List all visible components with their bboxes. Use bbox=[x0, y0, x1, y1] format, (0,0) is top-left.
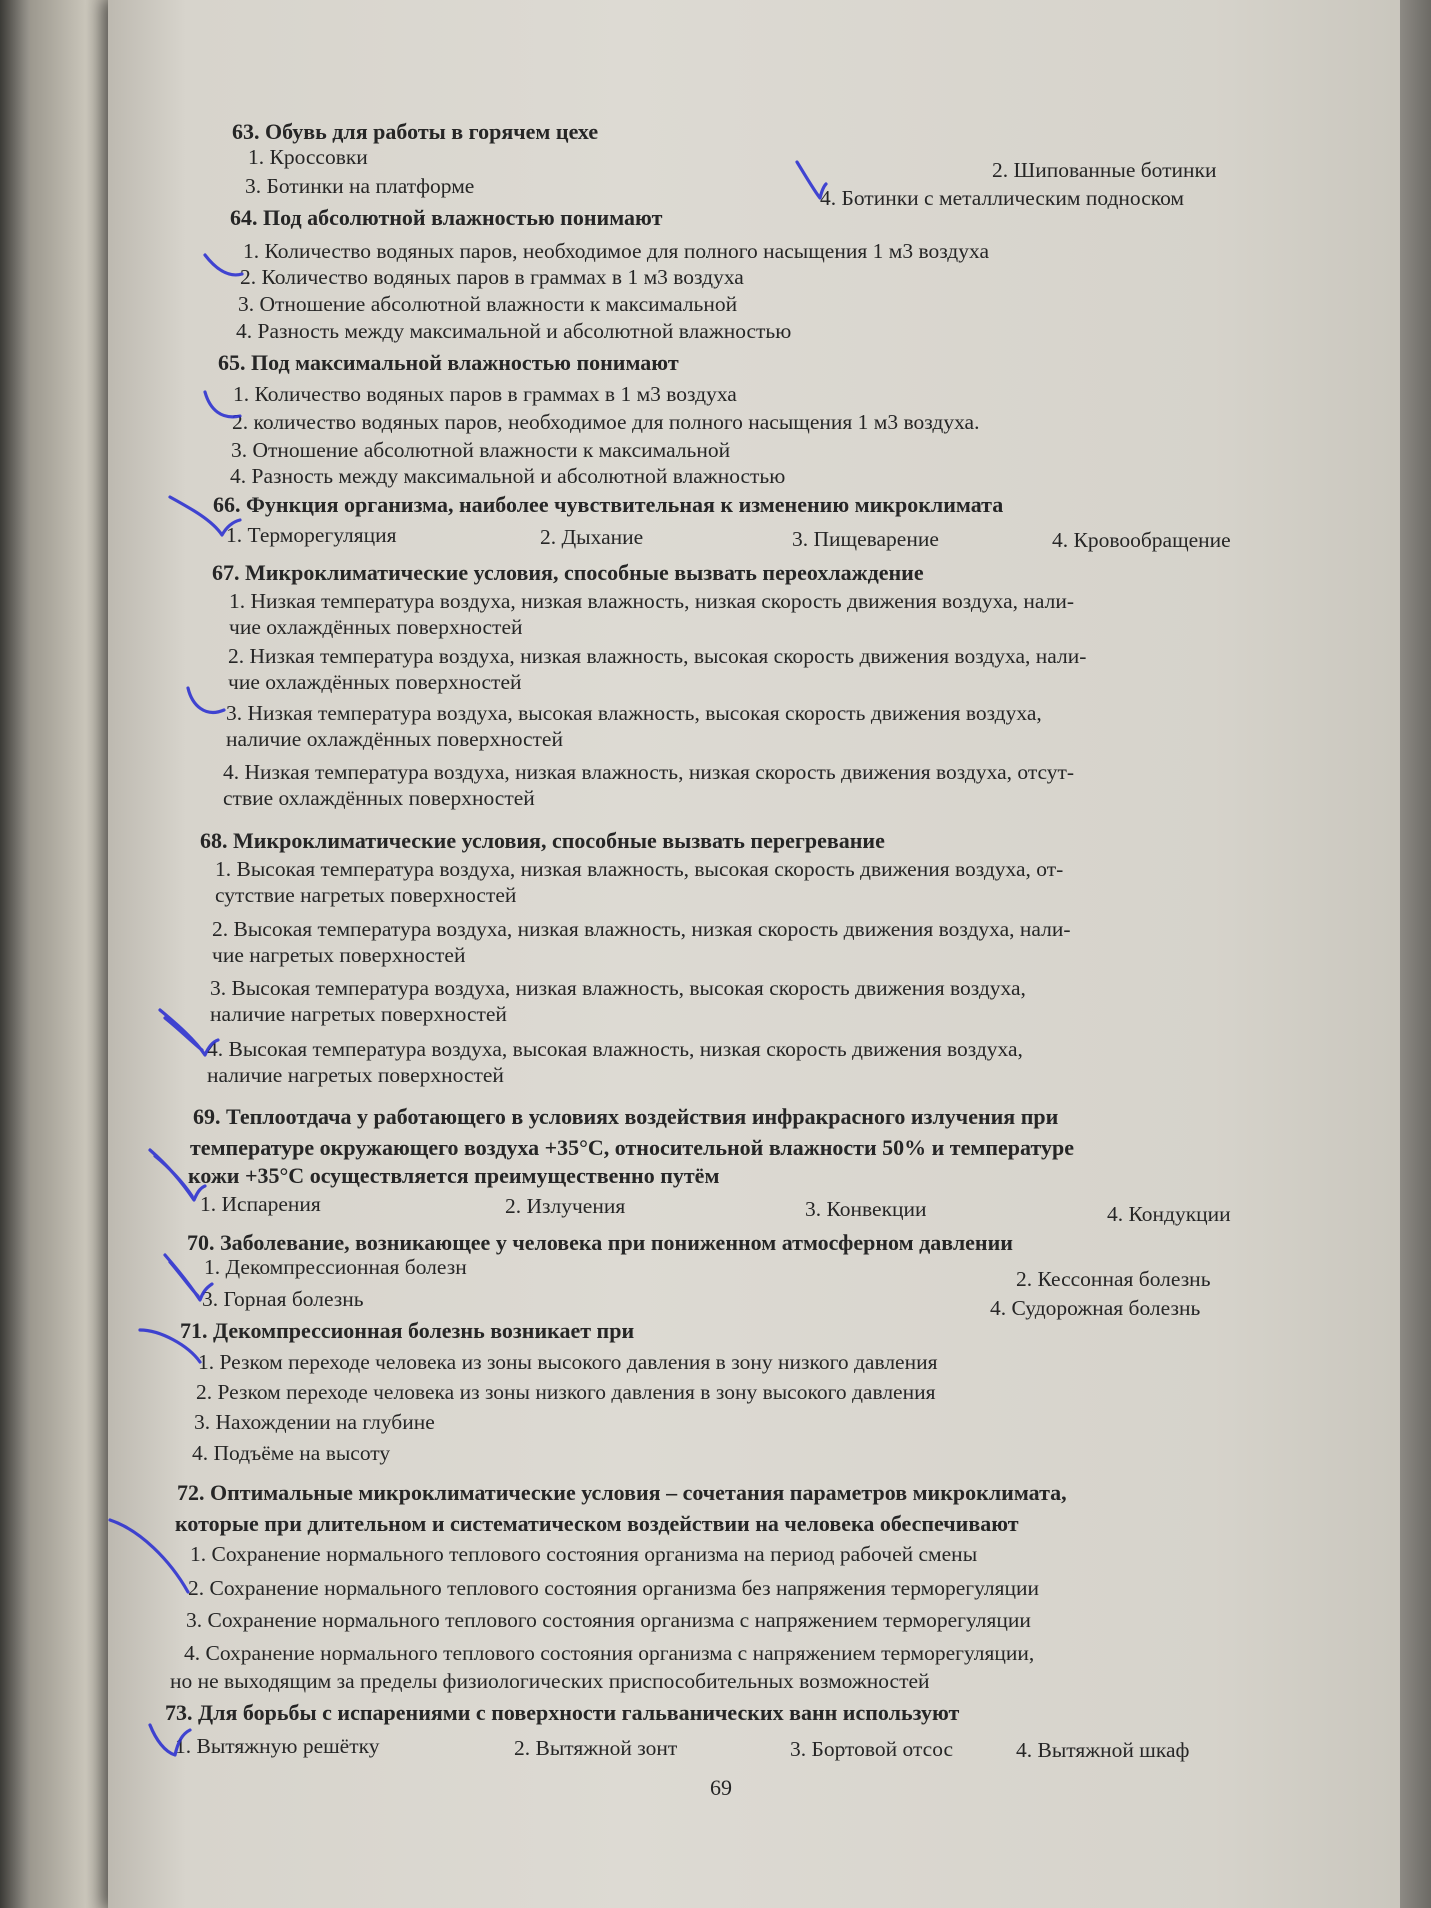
q67-option-1-line-1: 1. Низкая температура воздуха, низкая влажность, низкая скорость движения воздуха, нали- bbox=[229, 589, 1074, 613]
q69-option-2: 2. Излучения bbox=[505, 1194, 626, 1218]
question-73-title: 73. Для борьбы с испарениями с поверхности гальванических ванн используют bbox=[165, 1700, 960, 1725]
q72-option-3: 3. Сохранение нормального теплового состояния организма с напряжением терморегуляции bbox=[186, 1608, 1031, 1632]
question-71-title: 71. Декомпрессионная болезнь возникает при bbox=[180, 1318, 635, 1343]
q73-option-4: 4. Вытяжной шкаф bbox=[1016, 1738, 1190, 1762]
question-66-title: 66. Функция организма, наиболее чувствительная к изменению микроклимата bbox=[213, 492, 1004, 517]
question-68-title: 68. Микроклиматические условия, способные вызвать перегревание bbox=[200, 828, 885, 853]
q69-option-4: 4. Кондукции bbox=[1107, 1202, 1231, 1226]
question-64-title: 64. Под абсолютной влажностью понимают bbox=[230, 205, 663, 230]
q71-option-1: 1. Резком переходе человека из зоны высокого давления в зону низкого давления bbox=[198, 1350, 938, 1374]
question-65-title: 65. Под максимальной влажностью понимают bbox=[218, 350, 679, 375]
q72-option-1: 1. Сохранение нормального теплового состояния организма на период рабочей смены bbox=[190, 1542, 978, 1566]
q67-option-1-line-2: чие охлаждённых поверхностей bbox=[229, 615, 523, 639]
q68-option-3-line-1: 3. Высокая температура воздуха, низкая влажность, высокая скорость движения воздуха, bbox=[210, 976, 1026, 1000]
q71-option-4: 4. Подъёме на высоту bbox=[192, 1441, 391, 1465]
q68-option-1-line-1: 1. Высокая температура воздуха, низкая влажность, высокая скорость движения воздуха, от- bbox=[215, 857, 1064, 881]
q73-option-1: 1. Вытяжную решётку bbox=[175, 1734, 380, 1758]
q64-option-2: 2. Количество водяных паров в граммах в 1 м3 воздуха bbox=[240, 265, 744, 289]
q68-option-2-line-2: чие нагретых поверхностей bbox=[212, 943, 466, 967]
question-63-title: 63. Обувь для работы в горячем цехе bbox=[232, 119, 599, 144]
q65-option-2: 2. количество водяных паров, необходимое для полного насыщения 1 м3 воздуха. bbox=[232, 410, 980, 434]
q66-option-3: 3. Пищеварение bbox=[792, 527, 939, 551]
q71-option-3: 3. Нахождении на глубине bbox=[194, 1410, 435, 1434]
q66-option-4: 4. Кровообращение bbox=[1052, 528, 1231, 552]
q64-option-4: 4. Разность между максимальной и абсолютной влажностью bbox=[236, 319, 792, 343]
q67-option-2-line-2: чие охлаждённых поверхностей bbox=[228, 670, 522, 694]
q68-option-2-line-1: 2. Высокая температура воздуха, низкая влажность, низкая скорость движения воздуха, нали- bbox=[212, 917, 1071, 941]
q69-option-1: 1. Испарения bbox=[200, 1192, 321, 1216]
question-69-title-line-2: температуре окружающего воздуха +35°C, относительной влажности 50% и температуре bbox=[190, 1135, 1074, 1160]
question-72-title-line-2: которые при длительном и систематическом воздействии на человека обеспечивают bbox=[175, 1511, 1019, 1536]
q64-option-1: 1. Количество водяных паров, необходимое для полного насыщения 1 м3 воздуха bbox=[243, 239, 990, 263]
q70-option-2: 2. Кессонная болезнь bbox=[1016, 1267, 1211, 1291]
q68-option-4-line-1: 4. Высокая температура воздуха, высокая влажность, низкая скорость движения воздуха, bbox=[207, 1037, 1023, 1061]
q72-option-2: 2. Сохранение нормального теплового состояния организма без напряжения терморегуляции bbox=[188, 1576, 1040, 1600]
q67-option-2-line-1: 2. Низкая температура воздуха, низкая влажность, высокая скорость движения воздуха, нали- bbox=[228, 644, 1087, 668]
q65-option-4: 4. Разность между максимальной и абсолютной влажностью bbox=[230, 464, 786, 488]
q63-option-1: 1. Кроссовки bbox=[248, 145, 368, 169]
q70-option-3: 3. Горная болезнь bbox=[202, 1287, 364, 1311]
q68-option-4-line-2: наличие нагретых поверхностей bbox=[207, 1063, 504, 1087]
question-72-title-line-1: 72. Оптимальные микроклиматические условия – сочетания параметров микроклимата, bbox=[177, 1480, 1067, 1505]
q68-option-1-line-2: сутствие нагретых поверхностей bbox=[215, 883, 517, 907]
q67-option-3-line-1: 3. Низкая температура воздуха, высокая влажность, высокая скорость движения воздуха, bbox=[226, 701, 1042, 725]
question-67-title: 67. Микроклиматические условия, способные вызвать переохлаждение bbox=[212, 560, 924, 585]
q72-option-4-line-1: 4. Сохранение нормального теплового состояния организма с напряжением терморегуляции, bbox=[184, 1641, 1035, 1665]
q65-option-3: 3. Отношение абсолютной влажности к максимальной bbox=[231, 438, 731, 462]
q71-option-2: 2. Резком переходе человека из зоны низкого давления в зону высокого давления bbox=[196, 1380, 936, 1404]
q67-option-4-line-1: 4. Низкая температура воздуха, низкая влажность, низкая скорость движения воздуха, отсут- bbox=[223, 760, 1075, 784]
q69-option-3: 3. Конвекции bbox=[805, 1197, 927, 1221]
q72-option-4-line-2: но не выходящим за пределы физиологических приспособительных возможностей bbox=[170, 1669, 930, 1693]
q68-option-3-line-2: наличие нагретых поверхностей bbox=[210, 1002, 507, 1026]
q63-option-2: 2. Шипованные ботинки bbox=[992, 158, 1217, 182]
q66-option-2: 2. Дыхание bbox=[540, 525, 644, 549]
q66-option-1: 1. Терморегуляция bbox=[226, 523, 397, 547]
q70-option-1: 1. Декомпрессионная болезн bbox=[204, 1255, 467, 1279]
q70-option-4: 4. Судорожная болезнь bbox=[990, 1296, 1201, 1320]
question-70-title: 70. Заболевание, возникающее у человека при пониженном атмосферном давлении bbox=[187, 1230, 1013, 1255]
q63-option-4: 4. Ботинки с металлическим подноском bbox=[820, 186, 1185, 210]
q64-option-3: 3. Отношение абсолютной влажности к максимальной bbox=[238, 292, 738, 316]
q65-option-1: 1. Количество водяных паров в граммах в 1 м3 воздуха bbox=[233, 382, 737, 406]
q73-option-2: 2. Вытяжной зонт bbox=[514, 1736, 678, 1760]
q67-option-4-line-2: ствие охлаждённых поверхностей bbox=[223, 786, 535, 810]
question-69-title-line-3: кожи +35°C осуществляется преимущественно путём bbox=[188, 1163, 720, 1188]
question-69-title-line-1: 69. Теплоотдача у работающего в условиях воздействия инфракрасного излучения при bbox=[193, 1104, 1059, 1129]
q63-option-3: 3. Ботинки на платформе bbox=[245, 174, 475, 198]
q73-option-3: 3. Бортовой отсос bbox=[790, 1737, 954, 1761]
q67-option-3-line-2: наличие охлаждённых поверхностей bbox=[226, 727, 563, 751]
page-number: 69 bbox=[710, 1775, 732, 1800]
